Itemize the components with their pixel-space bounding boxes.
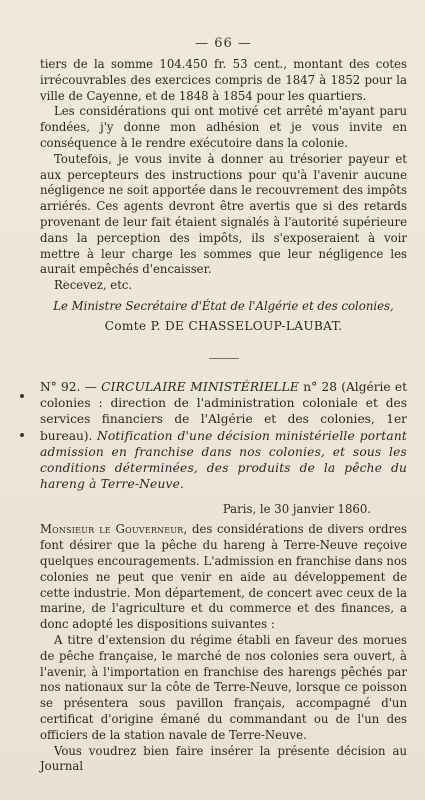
circular-heading [40, 379, 407, 492]
dateline: Paris, le 30 janvier 1860. [222, 502, 371, 517]
circular-number: N° 92. [40, 379, 81, 394]
signature-name: Comte P. DE CHASSELOUP-LAUBAT. [104, 318, 343, 333]
paragraph: tiers de la somme 104.450 fr. 53 cent., montant des cotes irrécouvrables des exercices compris de 1847 à 1852 pour la ville de Cayenne, et de 1848 à 1854 pour les quartiers. [40, 57, 407, 103]
paragraph: A titre d'extension du régime établi en faveur des morues de pêche française, le marché de nos colonies sera ouvert, à l'avenir, à l'importation en franchise des harengs pêchés par nos nationaux sur la côte de Terre-Neuve, lorsque ce poisson se présentera sous pavillon français, accompagné d'un certificat d'origine émané du commandant ou de l'un des officiers de la station navale de Terre-Neuve. [40, 632, 407, 742]
section-divider [209, 358, 239, 359]
circular-subtitle: (Algérie et colonies : direction de l'administration coloniale et des services financiers de l'Algérie et des colonies, 1er bureau). [40, 379, 408, 443]
letter-continuation [40, 57, 407, 336]
paragraph: Toutefois, je vous invite à donner au trésorier payeur et aux percepteurs des instructions pour qu'à l'avenir aucune négligence ne soit apportée dans le recouvrement des impôts arriérés. Ces agents devront être avertis que si des retards provenant de leur fait étaient signalés à l'autorité supérieure dans la perception des impôts, ils s'exposeraient à voir mettre à leur charge les sommes que leur négligence les aurait empêchés d'encaisser. [40, 151, 407, 277]
circular-section [40, 379, 407, 775]
circular-dash: — [80, 379, 102, 394]
circular-subtitle-italic: Notification d'une décision ministérielle portant admission en franchise dans nos colonies, et sous les conditions déterminées, des produits de la pêche du hareng à Terre-Neuve. [40, 428, 407, 492]
paragraph: Vous voudrez bien faire insérer la présente décision au Journal [40, 743, 407, 774]
circular-title: CIRCULAIRE MINISTÉRIELLE [101, 379, 299, 394]
closing: Recevez, etc. [54, 278, 133, 293]
margin-mark [20, 394, 24, 398]
page-number: — 66 — [195, 36, 252, 51]
circular-title-number: n° 28 [299, 379, 342, 394]
signature-title: Le Ministre Secrétaire d'État de l'Algérie et des colonies, [53, 298, 394, 313]
paragraph-text: des considérations de divers ordres font désirer que la pêche du hareng à Terre-Neuve reçoive quelques encouragements. L'admission en franchise dans nos colonies ne peut que venir en aide au développement de cette industrie. Mon département, de concert avec ceux de la marine, de l'agriculture et du commerce et des finances, a donc adopté les dispositions suivantes : [40, 522, 407, 632]
salutation: Monsieur le Gouverneur, [40, 522, 188, 537]
paragraph: Les considérations qui ont motivé cet arrêté m'ayant paru fondées, j'y donne mon adhésion et je vous invite en conséquence à le rendre exécutoire dans la colonie. [40, 104, 407, 150]
margin-mark [20, 433, 24, 437]
paragraph [40, 522, 407, 633]
